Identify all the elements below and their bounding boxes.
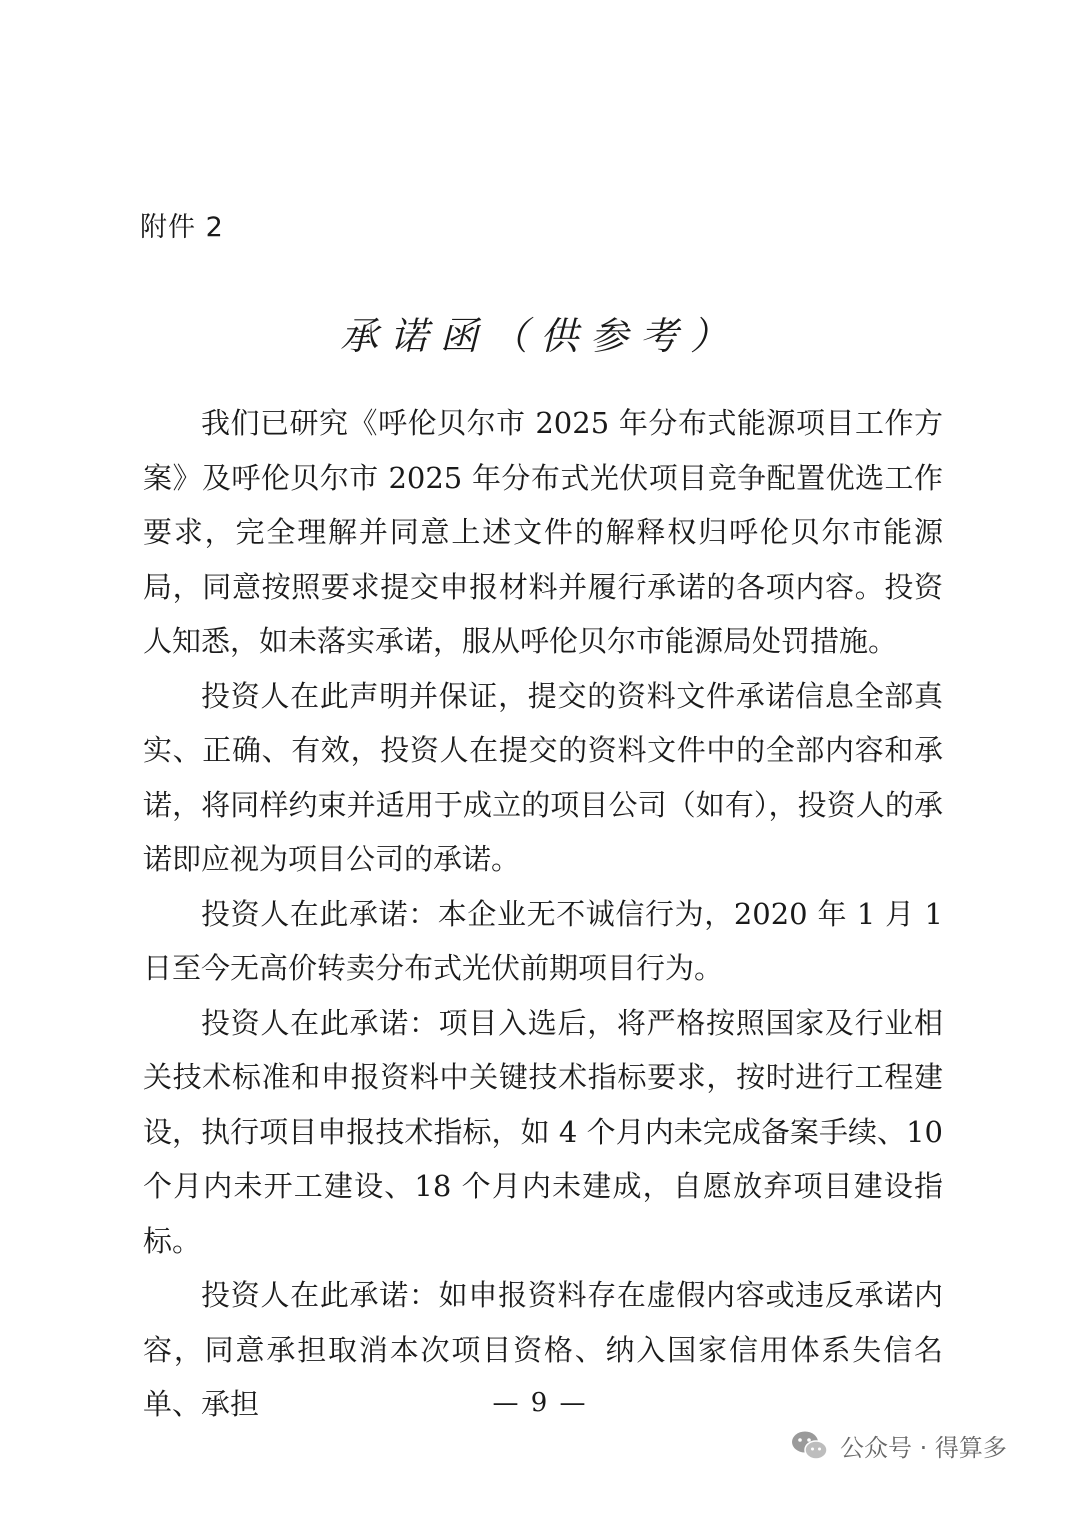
paragraph-1: 我们已研究《呼伦贝尔市 2025 年分布式能源项目工作方案》及呼伦贝尔市 2025 年分布式光伏项目竞争配置优选工作要求，完全理解并同意上述文件的解释权归呼伦贝尔市能源局，同意按照要求提交申报材料并履行承诺的各项内容。投资人知悉，如未落实承诺，服从呼伦贝尔市能源局处罚措施。: [143, 406, 943, 658]
paragraph-4: 投资人在此承诺：项目入选后，将严格按照国家及行业相关技术标准和申报资料中关键技术指标要求，按时进行工程建设，执行项目申报技术指标，如 4 个月内未完成备案手续、10 个月内未开工建设、18 个月内未建成，自愿放弃项目建设指标。: [143, 1005, 943, 1258]
paragraph-3: 投资人在此承诺：本企业无不诚信行为，2020 年 1 月 1 日至今无高价转卖分布式光伏前期项目行为。: [143, 896, 943, 985]
wechat-icon: [790, 1429, 830, 1463]
paragraph-5: 投资人在此承诺：如申报资料存在虚假内容或违反承诺内容，同意承担取消本次项目资格、纳入国家信用体系失信名单、承担: [143, 1278, 943, 1421]
attachment-label: 附件 2: [140, 212, 224, 243]
document-title: 承诺函（供参考）: [339, 314, 740, 358]
document-body: [143, 396, 943, 1432]
page-number: — 9 —: [492, 1388, 588, 1418]
paragraph-2: 投资人在此声明并保证，提交的资料文件承诺信息全部真实、正确、有效，投资人在提交的资料文件中的全部内容和承诺，将同样约束并适用于成立的项目公司（如有），投资人的承诺即应视为项目公司的承诺。: [143, 678, 943, 876]
watermark-text: 公众号 · 得算多: [840, 1434, 1007, 1462]
watermark: [790, 1428, 1007, 1463]
